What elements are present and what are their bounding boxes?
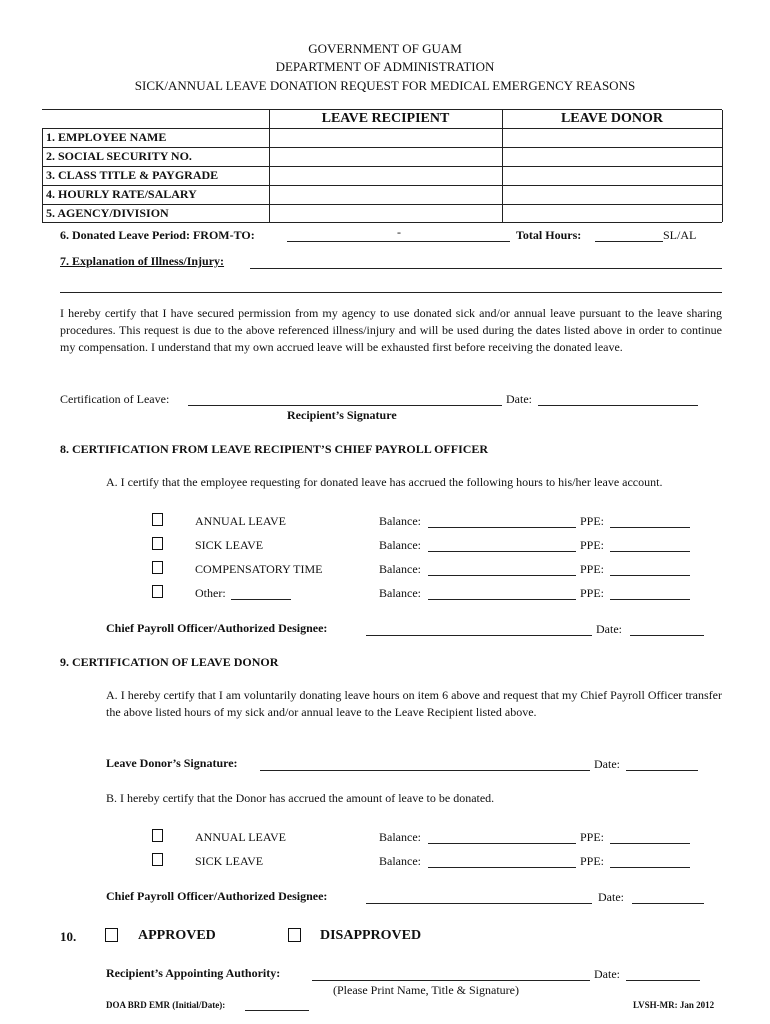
authority-date-label: Date: [594,967,620,981]
donor-annual-leave-checkbox[interactable] [152,829,163,842]
s8-sick-balance-label: Balance: [379,538,421,552]
s8-other-ppe-label: PPE: [580,586,605,600]
s9-designee-label: Chief Payroll Officer/Authorized Designee: [106,889,328,903]
disapproved-checkbox[interactable] [288,928,301,942]
cert-date-label: Date: [506,392,532,406]
s8-sick-ppe-field[interactable] [610,551,690,552]
donor-hourly-rate-field[interactable] [503,186,721,203]
total-hours-unit: SL/AL [663,228,697,242]
col-header-leave-recipient: LEAVE RECIPIENT [321,111,450,126]
s8-sick-leave-label: SICK LEAVE [195,538,264,552]
s9-annual-ppe-field[interactable] [610,843,690,844]
donor-agency-field[interactable] [503,205,721,221]
authority-date-field[interactable] [626,980,700,981]
s9-sick-ppe-label: PPE: [580,854,605,868]
s9-sick-leave-label: SICK LEAVE [195,854,264,868]
leave-period-dash: - [397,225,401,239]
s8-other-label: Other: [195,586,226,600]
s8-annual-ppe-field[interactable] [610,527,690,528]
row-label-ssn: 2. SOCIAL SECURITY NO. [46,149,192,163]
recipient-certification-text: I hereby certify that I have secured permission from my agency to use donated sick and/or annual leave pursuant to the leave sharing procedures. This request is due to the above referenced illness/injury and will be used during the dates listed above in order to continue my compensation. I understand that my own accrued leave will be exhausted first before receiving the donated leave. [60,306,722,354]
s8-annual-leave-label: ANNUAL LEAVE [195,514,286,528]
row-label-agency: 5. AGENCY/DIVISION [46,206,169,220]
s9-annual-balance-field[interactable] [428,843,576,844]
s9-annual-leave-label: ANNUAL LEAVE [195,830,286,844]
appointing-authority-label: Recipient’s Appointing Authority: [106,966,281,980]
s9-date-field[interactable] [626,770,698,771]
s9-sick-balance-label: Balance: [379,854,421,868]
cert-date-field[interactable] [538,405,698,406]
s8-comp-ppe-label: PPE: [580,562,605,576]
header-line-1: GOVERNMENT OF GUAM [308,41,462,56]
section-8-a-text: A. I certify that the employee requesting for donated leave has accrued the following hours to his/her leave account. [106,475,663,489]
s9-sick-ppe-field[interactable] [610,867,690,868]
s8-comp-ppe-field[interactable] [610,575,690,576]
s9-date-label: Date: [594,757,620,771]
s9-annual-ppe-label: PPE: [580,830,605,844]
s8-designee-label: Chief Payroll Officer/Authorized Designee: [106,621,328,635]
appointing-authority-field[interactable] [312,980,590,981]
s8-comp-balance-field[interactable] [428,575,576,576]
recipient-hourly-rate-field[interactable] [270,186,501,203]
recipient-ssn-field[interactable] [270,148,501,165]
total-hours-label: Total Hours: [516,228,582,242]
approved-checkbox[interactable] [105,928,118,942]
s8-annual-balance-label: Balance: [379,514,421,528]
total-hours-field[interactable] [595,241,663,242]
s8-comp-balance-label: Balance: [379,562,421,576]
s8-date-label: Date: [596,622,622,636]
s8-date-field[interactable] [630,635,704,636]
annual-leave-checkbox[interactable] [152,513,163,526]
s8-comp-time-label: COMPENSATORY TIME [195,562,323,576]
s8-sick-ppe-label: PPE: [580,538,605,552]
donor-ssn-field[interactable] [503,148,721,165]
leave-period-field[interactable] [287,241,510,242]
compensatory-time-checkbox[interactable] [152,561,163,574]
recipient-signature-caption: Recipient’s Signature [287,408,397,422]
explanation-label: 7. Explanation of Illness/Injury: [60,254,225,268]
header-line-3: SICK/ANNUAL LEAVE DONATION REQUEST FOR MEDICAL EMERGENCY REASONS [134,78,636,93]
section-9-title: 9. CERTIFICATION OF LEAVE DONOR [60,655,279,669]
authority-caption: (Please Print Name, Title & Signature) [333,983,519,997]
s8-other-balance-label: Balance: [379,586,421,600]
row-label-hourly-rate: 4. HOURLY RATE/SALARY [46,187,197,201]
section-9-b-text: B. I hereby certify that the Donor has accrued the amount of leave to be donated. [106,791,495,805]
s8-annual-ppe-label: PPE: [580,514,605,528]
explanation-field-line-2[interactable] [60,292,722,293]
s9-annual-balance-label: Balance: [379,830,421,844]
donor-employee-name-field[interactable] [503,129,721,146]
recipient-employee-name-field[interactable] [270,129,501,146]
recipient-agency-field[interactable] [270,205,501,221]
approved-label: APPROVED [138,928,216,943]
sick-leave-checkbox[interactable] [152,537,163,550]
s9-date2-label: Date: [598,890,624,904]
donated-leave-period-label: 6. Donated Leave Period: FROM-TO: [60,228,255,242]
s8-designee-field[interactable] [366,635,592,636]
s8-other-ppe-field[interactable] [610,599,690,600]
donor-class-title-field[interactable] [503,167,721,184]
footer-form-code: LVSH-MR: Jan 2012 [633,1000,715,1010]
section-9-a-text: A. I hereby certify that I am voluntarily donating leave hours on item 6 above and request that my Chief Payroll Officer transfer the above listed hours of my sick and/or annual leave to the Leave Recipient listed above. [106,688,722,719]
footer-doa-brd: DOA BRD EMR (Initial/Date): [106,1000,226,1010]
col-header-leave-donor: LEAVE DONOR [560,111,664,126]
s8-annual-balance-field[interactable] [428,527,576,528]
s8-other-balance-field[interactable] [428,599,576,600]
header-line-2: DEPARTMENT OF ADMINISTRATION [275,59,495,74]
donor-signature-label: Leave Donor’s Signature: [106,756,238,770]
donor-sick-leave-checkbox[interactable] [152,853,163,866]
explanation-field[interactable] [250,268,722,269]
s9-designee-field[interactable] [366,903,592,904]
s9-date2-field[interactable] [632,903,704,904]
donor-signature-field[interactable] [260,770,590,771]
row-label-class-title: 3. CLASS TITLE & PAYGRADE [46,168,219,182]
other-leave-checkbox[interactable] [152,585,163,598]
recipient-signature-field[interactable] [188,405,502,406]
footer-initial-date-field[interactable] [245,1010,309,1011]
disapproved-label: DISAPPROVED [320,928,422,943]
recipient-class-title-field[interactable] [270,167,501,184]
section-10-number: 10. [60,929,77,944]
s9-sick-balance-field[interactable] [428,867,576,868]
certification-of-leave-label: Certification of Leave: [60,392,170,406]
s8-sick-balance-field[interactable] [428,551,576,552]
row-label-employee-name: 1. EMPLOYEE NAME [46,130,167,144]
s8-other-field[interactable] [231,599,291,600]
section-8-title: 8. CERTIFICATION FROM LEAVE RECIPIENT’S CHIEF PAYROLL OFFICER [60,442,489,456]
